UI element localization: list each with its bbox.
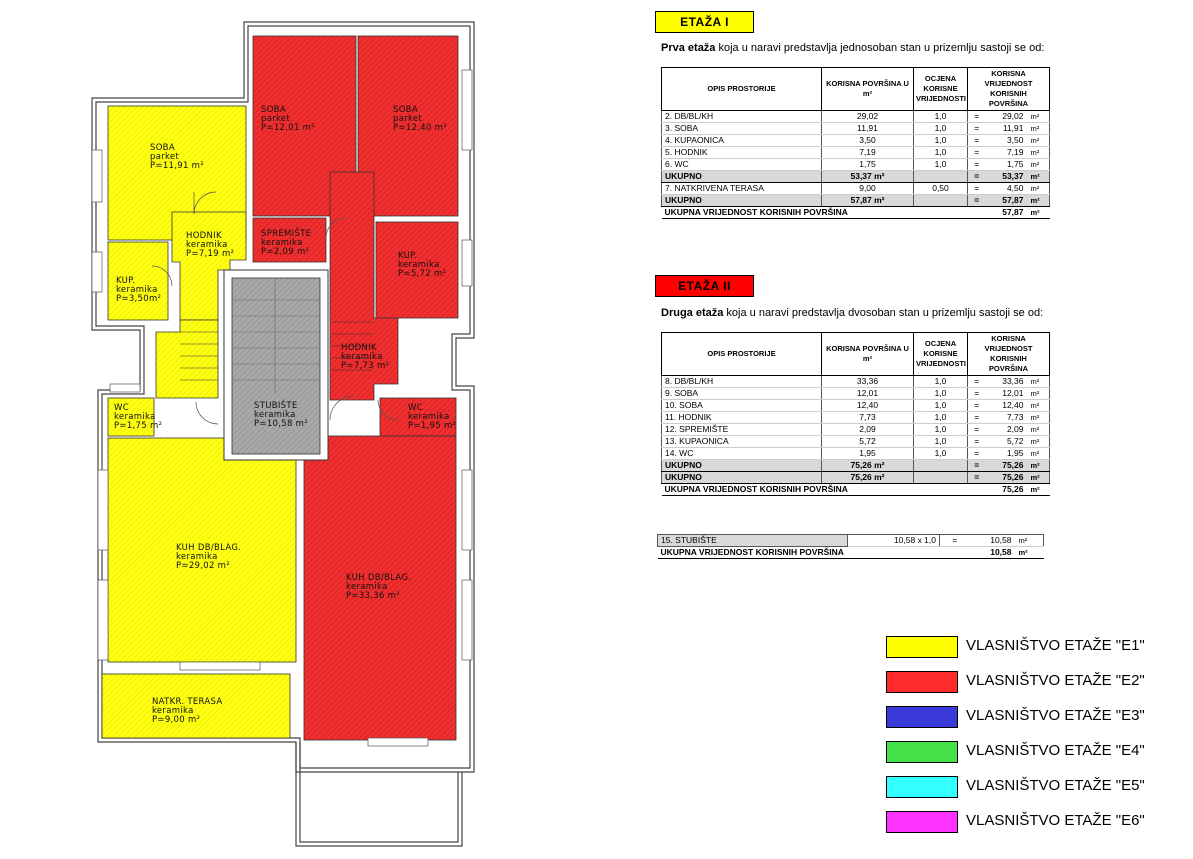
cell-description: UKUPNO bbox=[662, 472, 822, 484]
legend-swatch bbox=[886, 741, 958, 763]
col-area: KORISNA POVRŠINA U m² bbox=[822, 333, 914, 376]
cell-description: 9. SOBA bbox=[662, 388, 822, 400]
table-row bbox=[662, 159, 1050, 171]
table-row bbox=[662, 448, 1050, 460]
cell-area: 7,73 bbox=[822, 412, 914, 424]
room-label: KUH DB/BLAG. keramika P=29,02 m² bbox=[176, 543, 242, 571]
legend-item bbox=[886, 671, 1186, 695]
cell-description: 4. KUPAONICA bbox=[662, 135, 822, 147]
legend-label: VLASNIŠTVO ETAŽE "E4" bbox=[966, 742, 1145, 759]
legend-label: VLASNIŠTVO ETAŽE "E2" bbox=[966, 672, 1145, 689]
stubiste-name: 15. STUBIŠTE bbox=[658, 535, 848, 547]
grand-total-label: UKUPNA VRIJEDNOST KORISNIH POVRŠINA bbox=[662, 484, 986, 496]
table-row bbox=[662, 436, 1050, 448]
room-label: HODNIK keramika P=7,73 m² bbox=[341, 343, 390, 371]
col-description: OPIS PROSTORIJE bbox=[662, 333, 822, 376]
cell-unit: m² bbox=[1030, 376, 1050, 388]
etaza-1-table bbox=[661, 67, 1050, 219]
table-row bbox=[662, 376, 1050, 388]
cell-value: 12,01 bbox=[986, 388, 1030, 400]
cell-coef: 1,0 bbox=[914, 400, 968, 412]
cell-coef bbox=[914, 472, 968, 484]
room-label: KUP. keramika P=3,50m² bbox=[116, 276, 162, 304]
room-label: SPREMIŠTE keramika P=2,09 m² bbox=[261, 229, 312, 257]
etaza-1-badge: ETAŽA I bbox=[655, 11, 754, 33]
cell-value: 29,02 bbox=[986, 111, 1030, 123]
legend-item bbox=[886, 811, 1186, 835]
cell-eq: = bbox=[968, 147, 986, 159]
cell-description: 13. KUPAONICA bbox=[662, 436, 822, 448]
total-row bbox=[662, 472, 1050, 484]
grand-total-value: 57,87 bbox=[986, 207, 1030, 219]
etaza-2-intro-text: koja u naravi predstavlja dvosoban stan u prizemlju sastoji se od: bbox=[723, 307, 1044, 319]
stubiste-table bbox=[657, 534, 1044, 559]
col-value: KORISNA VRIJEDNOST KORISNIH POVRŠINA bbox=[968, 333, 1050, 376]
cell-coef: 0,50 bbox=[914, 183, 968, 195]
cell-coef: 1,0 bbox=[914, 135, 968, 147]
cell-eq: = bbox=[968, 195, 986, 207]
stubiste-value: 10,58 bbox=[970, 535, 1018, 547]
legend-label: VLASNIŠTVO ETAŽE "E3" bbox=[966, 707, 1145, 724]
cell-value: 4,50 bbox=[986, 183, 1030, 195]
col-coef: OCJENA KORISNE VRIJEDNOSTI bbox=[914, 68, 968, 111]
cell-eq: = bbox=[968, 171, 986, 183]
cell-area: 57,87 m² bbox=[822, 195, 914, 207]
legend-item bbox=[886, 741, 1186, 765]
cell-description: UKUPNO bbox=[662, 171, 822, 183]
legend-item bbox=[886, 706, 1186, 730]
cell-coef: 1,0 bbox=[914, 412, 968, 424]
etaza-2-table bbox=[661, 332, 1050, 496]
cell-unit: m² bbox=[1030, 448, 1050, 460]
cell-eq: = bbox=[968, 159, 986, 171]
stubiste-grand-name: UKUPNA VRIJEDNOST KORISNIH POVRŠINA bbox=[658, 547, 940, 559]
room-label: STUBIŠTE keramika P=10,58 m² bbox=[254, 401, 308, 429]
cell-unit: m² bbox=[1030, 400, 1050, 412]
cell-coef bbox=[914, 171, 968, 183]
cell-value: 5,72 bbox=[986, 436, 1030, 448]
legend-swatch bbox=[886, 776, 958, 798]
cell-coef: 1,0 bbox=[914, 436, 968, 448]
cell-unit: m² bbox=[1030, 424, 1050, 436]
cell-eq: = bbox=[968, 123, 986, 135]
cell-area: 75,26 m² bbox=[822, 460, 914, 472]
cell-description: 3. SOBA bbox=[662, 123, 822, 135]
floor-plan bbox=[0, 0, 490, 859]
cell-coef: 1,0 bbox=[914, 388, 968, 400]
cell-coef: 1,0 bbox=[914, 448, 968, 460]
grand-total-value: 75,26 bbox=[986, 484, 1030, 496]
cell-area: 9,00 bbox=[822, 183, 914, 195]
cell-area: 5,72 bbox=[822, 436, 914, 448]
etaza-2-badge: ETAŽA II bbox=[655, 275, 754, 297]
table-row bbox=[662, 123, 1050, 135]
cell-value: 75,26 bbox=[986, 472, 1030, 484]
cell-coef: 1,0 bbox=[914, 147, 968, 159]
legend-item bbox=[886, 776, 1186, 800]
cell-eq: = bbox=[968, 111, 986, 123]
stairwell bbox=[224, 270, 328, 460]
room-label: SOBA parket P=11,91 m² bbox=[150, 143, 204, 171]
etaza-2-intro bbox=[661, 307, 1043, 319]
etaza-1-intro-text: koja u naravi predstavlja jednosoban stan u prizemlju sastoji se od: bbox=[715, 42, 1045, 54]
stubiste-eq: = bbox=[940, 535, 970, 547]
cell-eq: = bbox=[968, 460, 986, 472]
legend-label: VLASNIŠTVO ETAŽE "E1" bbox=[966, 637, 1145, 654]
room-label: SOBA parket P=12,01 m² bbox=[261, 105, 315, 133]
stubiste-unit: m² bbox=[1018, 535, 1044, 547]
stubiste-calc: 10,58 x 1,0 bbox=[848, 535, 940, 547]
cell-unit: m² bbox=[1030, 147, 1050, 159]
cell-eq: = bbox=[968, 376, 986, 388]
cell-value: 33,36 bbox=[986, 376, 1030, 388]
cell-value: 75,26 bbox=[986, 460, 1030, 472]
grand-total-unit: m² bbox=[1030, 207, 1050, 219]
cell-unit: m² bbox=[1030, 460, 1050, 472]
stubiste-grand-row bbox=[658, 547, 1044, 559]
cell-description: 8. DB/BL/KH bbox=[662, 376, 822, 388]
grand-total-unit: m² bbox=[1030, 484, 1050, 496]
cell-area: 33,36 bbox=[822, 376, 914, 388]
cell-area: 29,02 bbox=[822, 111, 914, 123]
col-value: KORISNA VRIJEDNOST KORISNIH POVRŠINA bbox=[968, 68, 1050, 111]
cell-description: UKUPNO bbox=[662, 195, 822, 207]
stubiste-row bbox=[658, 535, 1044, 547]
cell-area: 2,09 bbox=[822, 424, 914, 436]
table-row bbox=[662, 388, 1050, 400]
cell-unit: m² bbox=[1030, 111, 1050, 123]
cell-coef bbox=[914, 195, 968, 207]
table-row bbox=[662, 412, 1050, 424]
cell-value: 7,19 bbox=[986, 147, 1030, 159]
etaza-1-intro-bold: Prva etaža bbox=[661, 42, 716, 54]
etaza-2-intro-bold: Druga etaža bbox=[661, 307, 724, 319]
cell-coef: 1,0 bbox=[914, 424, 968, 436]
cell-value: 2,09 bbox=[986, 424, 1030, 436]
cell-area: 1,75 bbox=[822, 159, 914, 171]
subtotal-row bbox=[662, 171, 1050, 183]
cell-eq: = bbox=[968, 135, 986, 147]
cell-value: 12,40 bbox=[986, 400, 1030, 412]
cell-value: 1,95 bbox=[986, 448, 1030, 460]
room-label: KUH DB/BLAG. keramika P=33,36 m² bbox=[346, 573, 412, 601]
room-label: WC keramika P=1,95 m² bbox=[408, 403, 457, 431]
cell-value: 3,50 bbox=[986, 135, 1030, 147]
cell-unit: m² bbox=[1030, 159, 1050, 171]
cell-unit: m² bbox=[1030, 123, 1050, 135]
cell-description: 14. WC bbox=[662, 448, 822, 460]
cell-eq: = bbox=[968, 436, 986, 448]
grand-total-row bbox=[662, 484, 1050, 496]
cell-unit: m² bbox=[1030, 388, 1050, 400]
cell-unit: m² bbox=[1030, 183, 1050, 195]
legend-swatch bbox=[886, 671, 958, 693]
cell-eq: = bbox=[968, 400, 986, 412]
cell-value: 11,91 bbox=[986, 123, 1030, 135]
cell-area: 12,01 bbox=[822, 388, 914, 400]
legend-label: VLASNIŠTVO ETAŽE "E6" bbox=[966, 812, 1145, 829]
cell-description: 5. HODNIK bbox=[662, 147, 822, 159]
cell-coef: 1,0 bbox=[914, 123, 968, 135]
cell-value: 57,87 bbox=[986, 195, 1030, 207]
cell-value: 53,37 bbox=[986, 171, 1030, 183]
cell-coef: 1,0 bbox=[914, 159, 968, 171]
col-description: OPIS PROSTORIJE bbox=[662, 68, 822, 111]
total-row bbox=[662, 195, 1050, 207]
cell-eq: = bbox=[968, 388, 986, 400]
cell-eq: = bbox=[968, 424, 986, 436]
cell-area: 53,37 m² bbox=[822, 171, 914, 183]
cell-description: 12. SPREMIŠTE bbox=[662, 424, 822, 436]
cell-unit: m² bbox=[1030, 436, 1050, 448]
cell-eq: = bbox=[968, 412, 986, 424]
cell-description: 10. SOBA bbox=[662, 400, 822, 412]
cell-area: 75,26 m² bbox=[822, 472, 914, 484]
cell-eq: = bbox=[968, 472, 986, 484]
room-label: NATKR. TERASA keramika P=9,00 m² bbox=[152, 697, 223, 725]
cell-area: 1,95 bbox=[822, 448, 914, 460]
room-label: SOBA parket P=12,40 m² bbox=[393, 105, 447, 133]
legend-item bbox=[886, 636, 1186, 660]
legend-swatch bbox=[886, 706, 958, 728]
cell-unit: m² bbox=[1030, 472, 1050, 484]
cell-description: 11. HODNIK bbox=[662, 412, 822, 424]
room-label: HODNIK keramika P=7,19 m² bbox=[186, 231, 235, 259]
cell-unit: m² bbox=[1030, 195, 1050, 207]
cell-coef: 1,0 bbox=[914, 376, 968, 388]
cell-unit: m² bbox=[1030, 171, 1050, 183]
cell-value: 7,73 bbox=[986, 412, 1030, 424]
table-row bbox=[662, 400, 1050, 412]
cell-area: 11,91 bbox=[822, 123, 914, 135]
table-row bbox=[662, 111, 1050, 123]
legend-label: VLASNIŠTVO ETAŽE "E5" bbox=[966, 777, 1145, 794]
cell-unit: m² bbox=[1030, 412, 1050, 424]
cell-area: 12,40 bbox=[822, 400, 914, 412]
cell-unit: m² bbox=[1030, 135, 1050, 147]
cell-eq: = bbox=[968, 448, 986, 460]
grand-total-row bbox=[662, 207, 1050, 219]
stubiste-grand-unit: m² bbox=[1018, 547, 1044, 559]
legend-swatch bbox=[886, 636, 958, 658]
cell-description: 2. DB/BL/KH bbox=[662, 111, 822, 123]
col-coef: OCJENA KORISNE VRIJEDNOSTI bbox=[914, 333, 968, 376]
stubiste-grand-value: 10,58 bbox=[970, 547, 1018, 559]
col-area: KORISNA POVRŠINA U m² bbox=[822, 68, 914, 111]
grand-total-label: UKUPNA VRIJEDNOST KORISNIH POVRŠINA bbox=[662, 207, 986, 219]
subtotal-row bbox=[662, 460, 1050, 472]
table-row bbox=[662, 147, 1050, 159]
cell-area: 7,19 bbox=[822, 147, 914, 159]
cell-description: 6. WC bbox=[662, 159, 822, 171]
cell-eq: = bbox=[968, 183, 986, 195]
table-row bbox=[662, 424, 1050, 436]
table-row bbox=[662, 183, 1050, 195]
etaza-1-intro bbox=[661, 42, 1044, 54]
room-label: WC keramika P=1,75 m² bbox=[114, 403, 163, 431]
cell-coef bbox=[914, 460, 968, 472]
table-row bbox=[662, 135, 1050, 147]
cell-description: 7. NATKRIVENA TERASA bbox=[662, 183, 822, 195]
cell-coef: 1,0 bbox=[914, 111, 968, 123]
legend-swatch bbox=[886, 811, 958, 833]
cell-value: 1,75 bbox=[986, 159, 1030, 171]
cell-description: UKUPNO bbox=[662, 460, 822, 472]
cell-area: 3,50 bbox=[822, 135, 914, 147]
room-label: KUP. keramika P=5,72 m² bbox=[398, 251, 447, 279]
